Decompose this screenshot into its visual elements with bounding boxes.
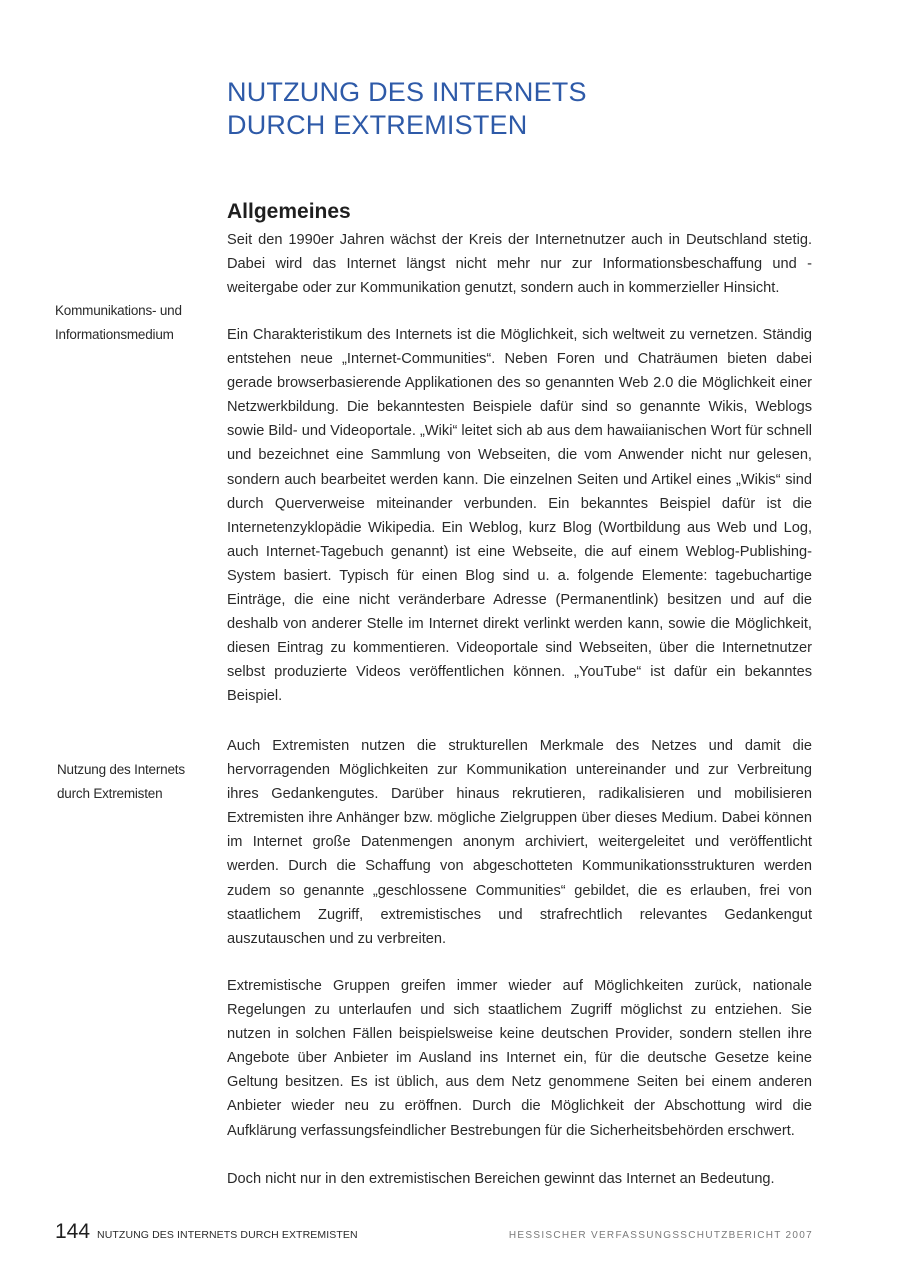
paragraph-extremist-use: Auch Extremisten nutzen die strukturellen Merkmale des Netzes und damit die hervorragenden Möglichkeiten zur Kommunikation untereinander und zur Verbreitung ihres Gedankengutes. Darüber hinaus rekrutieren, radikalisieren und mobilisieren Extremisten ihre Anhänger bzw. mögliche Zielgruppen über dieses Medium. Dabei können im Internet große Datenmengen anonym archiviert, weitergeleitet und veröffentlicht werden. Durch die Schaffung von abgeschotteten Kommunikationsstrukturen werden zudem so genannte „geschlossene Communities“ gebildet, die es erlauben, frei von staatlichem Zugriff, extremistisches und strafrechtlich relevantes Gedankengut auszutauschen und zu verbreiten.	[227, 738, 812, 947]
paragraph-circumvention: Extremistische Gruppen greifen immer wieder auf Möglichkeiten zurück, nationale Regelungen zu unterlaufen und sich staatlichem Zugriff möglichst zu entziehen. Sie nutzen in solchen Fällen beispielsweise keine deutschen Provider, sondern stellen ihre Angebote über Anbieter im Ausland ins Internet ein, für die deutsche Gesetze keine Geltung besitzen. Es ist üblich, aus dem Netz genommene Seiten bei einem anderen Anbieter wieder neu zu eröffnen. Durch die Möglichkeit der Abschottung wird die Aufklärung verfassungsfeindlicher Bestrebungen für die Sicherheitsbehörden erschwert.	[227, 978, 812, 1139]
page-title-line-1: NUTZUNG DES INTERNETS	[227, 77, 587, 107]
section-heading: Allgemeines	[227, 200, 351, 223]
footer-left	[55, 1220, 358, 1244]
page-number: 144	[55, 1220, 91, 1243]
paragraph-intro: Seit den 1990er Jahren wächst der Kreis der Internetnutzer auch in Deutschland stetig. Dabei wird das Internet längst nicht mehr nur zur Informationsbeschaffung und -weitergabe oder zur Kommunikation genutzt, sondern auch in kommerzieller Hinsicht.	[227, 232, 812, 297]
footer-publication-title: HESSISCHER VERFASSUNGSSCHUTZBERICHT 2007	[508, 1230, 813, 1241]
page-title-line-2: DURCH EXTREMISTEN	[227, 110, 528, 140]
paragraph-conclusion: Doch nicht nur in den extremistischen Bereichen gewinnt das Internet an Bedeutung.	[227, 1171, 775, 1187]
page-title	[227, 76, 827, 142]
footer-chapter-title: NUTZUNG DES INTERNETS DURCH EXTREMISTEN	[97, 1229, 358, 1241]
margin-note-kommunikation	[55, 299, 215, 347]
margin-note-extremisten	[57, 758, 217, 806]
margin-note-line: Nutzung des Internets	[57, 762, 185, 777]
margin-note-line: Kommunikations- und	[55, 303, 182, 318]
margin-note-line: Informationsmedium	[55, 327, 174, 342]
paragraph-characteristics: Ein Charakteristikum des Internets ist die Möglichkeit, sich weltweit zu vernetzen. Ständig entstehen neue „Internet-Communities“. Neben Foren und Chaträumen bieten dabei gerade browserbasierende Applikationen des so genannten Web 2.0 die Möglichkeit einer Netzwerkbildung. Die bekanntesten Beispiele dafür sind so genannte Wikis, Weblogs sowie Bild- und Videoportale. „Wiki“ leitet sich ab aus dem hawaiianischen Wort für schnell und bezeichnet eine Sammlung von Webseiten, die vom Anwender nicht nur gelesen, sondern auch bearbeitet werden kann. Die einzelnen Seiten und Artikel eines „Wikis“ sind durch Querverweise miteinander verbunden. Ein bekanntes Beispiel dafür ist die Internetenzyklopädie Wikipedia. Ein Weblog, kurz Blog (Wortbildung aus Web und Log, auch Internet-Tagebuch genannt) ist eine Webseite, die auf einem Weblog-Publishing-System basiert. Typisch für einen Blog sind u. a. folgende Elemente: tagebuchartige Einträge, die eine nicht veränderbare Adresse (Permanentlink) besitzen und auf die deshalb von anderer Stelle im Internet direkt verlinkt werden kann, sowie die Möglichkeit, diesen Eintrag zu kommentieren. Videoportale sind Webseiten, über die Internetnutzer selbst produzierte Videos veröffentlichen können. „YouTube“ ist dafür ein bekanntes Beispiel.	[227, 327, 812, 705]
margin-note-line: durch Extremisten	[57, 786, 163, 801]
